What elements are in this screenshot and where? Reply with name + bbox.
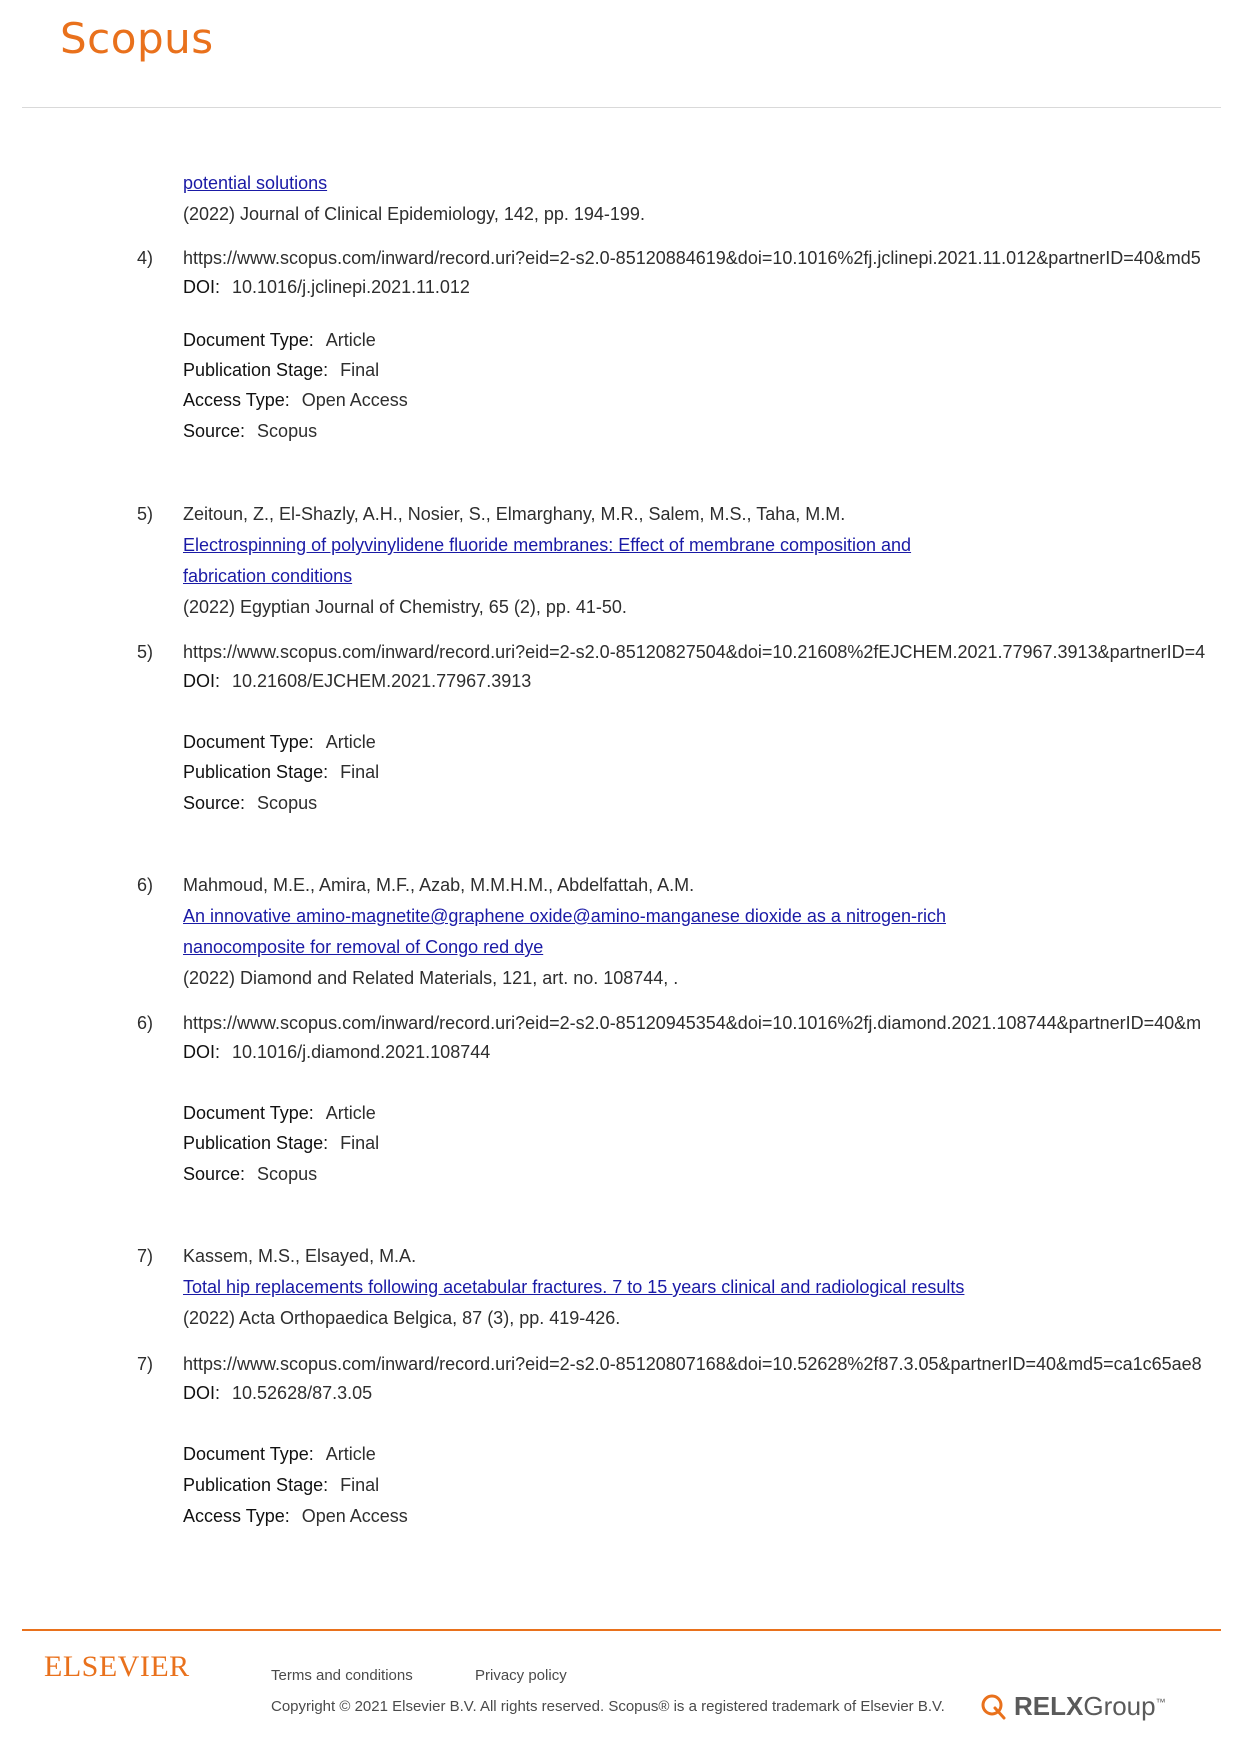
scopus-logo: Scopus — [60, 14, 214, 63]
meta-value: Article — [325, 330, 376, 350]
record-authors: Mahmoud, M.E., Amira, M.F., Azab, M.M.H.M., Abdelfattah, A.M. — [183, 875, 695, 895]
meta-label: Source: — [183, 1164, 246, 1184]
document-type — [183, 1102, 376, 1124]
relx-bold-text: RELX — [1014, 1690, 1084, 1721]
elsevier-logo: ELSEVIER — [44, 1650, 190, 1683]
meta-label: Publication Stage: — [183, 1475, 329, 1495]
access-type — [183, 389, 408, 411]
doi-label: DOI: — [183, 1383, 221, 1403]
meta-value: Scopus — [257, 421, 318, 441]
record-number: 6) — [137, 1013, 154, 1033]
relx-light-text: Group — [1083, 1690, 1156, 1721]
meta-label: Publication Stage: — [183, 360, 329, 380]
document-type — [183, 1443, 376, 1465]
document-type — [183, 731, 376, 753]
relx-mark-icon — [978, 1691, 1008, 1721]
document-type — [183, 329, 376, 351]
meta-label: Document Type: — [183, 330, 314, 350]
record-url[interactable]: https://www.scopus.com/inward/record.uri?eid=2-s2.0-85120884619&doi=10.1016%2fj.jclinepi.2021.11.012&partnerID=40&md5 — [183, 248, 1201, 268]
record-citation: (2022) Diamond and Related Materials, 121, art. no. 108744, . — [183, 968, 679, 988]
meta-value: Final — [340, 762, 380, 782]
record-number: 5) — [137, 642, 154, 662]
doi-label: DOI: — [183, 671, 221, 691]
record-url[interactable]: https://www.scopus.com/inward/record.uri?eid=2-s2.0-85120827504&doi=10.21608%2fEJCHEM.2021.77967.3913&partnerID=4 — [183, 642, 1206, 662]
meta-label: Source: — [183, 793, 246, 813]
record-title-link[interactable]: An innovative amino-magnetite@graphene oxide@amino-manganese dioxide as a nitrogen-rich — [183, 906, 946, 926]
meta-value: Final — [340, 1475, 380, 1495]
meta-label: Access Type: — [183, 1506, 290, 1526]
record-citation: (2022) Journal of Clinical Epidemiology, 142, pp. 194-199. — [183, 204, 645, 224]
record-title-continued[interactable] — [183, 565, 352, 587]
meta-value: Final — [340, 360, 380, 380]
record-authors: Kassem, M.S., Elsayed, M.A. — [183, 1246, 417, 1266]
record-title[interactable] — [183, 534, 911, 556]
record-url[interactable]: https://www.scopus.com/inward/record.uri?eid=2-s2.0-85120807168&doi=10.52628%2f87.3.05&partnerID=40&md5=ca1c65ae8 — [183, 1354, 1202, 1374]
record-title-link[interactable]: nanocomposite for removal of Congo red dye — [183, 937, 544, 957]
meta-label: Access Type: — [183, 390, 290, 410]
record-title-link[interactable]: fabrication conditions — [183, 566, 353, 586]
meta-value: Open Access — [301, 390, 408, 410]
meta-label: Source: — [183, 421, 246, 441]
record-authors: Zeitoun, Z., El-Shazly, A.H., Nosier, S., Elmarghany, M.R., Salem, M.S., Taha, M.M. — [183, 504, 846, 524]
source — [183, 792, 317, 814]
record-title[interactable] — [183, 905, 946, 927]
access-type — [183, 1505, 408, 1527]
meta-label: Publication Stage: — [183, 762, 329, 782]
meta-value: Article — [325, 732, 376, 752]
record-number: 5) — [137, 504, 154, 524]
meta-value: Scopus — [257, 793, 318, 813]
doi-label: DOI: — [183, 277, 221, 297]
relx-trademark: ™ — [1155, 1696, 1166, 1708]
record-doi — [183, 276, 470, 298]
terms-link[interactable]: Terms and conditions — [271, 1667, 413, 1684]
record-doi — [183, 670, 531, 692]
record-number: 4) — [137, 248, 154, 268]
record-title[interactable] — [183, 172, 327, 194]
record-url[interactable]: https://www.scopus.com/inward/record.uri?eid=2-s2.0-85120945354&doi=10.1016%2fj.diamond.2021.108744&partnerID=40&m — [183, 1013, 1202, 1033]
publication-stage — [183, 1474, 379, 1496]
privacy-link[interactable]: Privacy policy — [475, 1667, 567, 1684]
doi-value: 10.1016/j.diamond.2021.108744 — [232, 1042, 491, 1062]
relx-wordmark — [1014, 1691, 1166, 1722]
doi-value: 10.21608/EJCHEM.2021.77967.3913 — [232, 671, 532, 691]
record-citation: (2022) Egyptian Journal of Chemistry, 65 (2), pp. 41-50. — [183, 597, 627, 617]
record-title-link[interactable]: Electrospinning of polyvinylidene fluoride membranes: Effect of membrane composition and — [183, 535, 912, 555]
publication-stage — [183, 359, 379, 381]
meta-value: Article — [325, 1103, 376, 1123]
meta-label: Document Type: — [183, 1444, 314, 1464]
meta-value: Final — [340, 1133, 380, 1153]
doi-value: 10.52628/87.3.05 — [232, 1383, 373, 1403]
meta-value: Scopus — [257, 1164, 318, 1184]
record-doi — [183, 1382, 372, 1404]
record-title-link[interactable]: potential solutions — [183, 173, 328, 193]
record-citation: (2022) Acta Orthopaedica Belgica, 87 (3), pp. 419-426. — [183, 1308, 621, 1328]
footer-divider — [22, 1629, 1221, 1631]
record-doi — [183, 1041, 490, 1063]
source — [183, 1163, 317, 1185]
source — [183, 420, 317, 442]
meta-label: Publication Stage: — [183, 1133, 329, 1153]
meta-label: Document Type: — [183, 1103, 314, 1123]
record-number: 6) — [137, 875, 154, 895]
record-number: 7) — [137, 1246, 154, 1266]
publication-stage — [183, 1132, 379, 1154]
record-title-link[interactable]: Total hip replacements following acetabular fractures. 7 to 15 years clinical and radiological results — [183, 1277, 965, 1297]
doi-label: DOI: — [183, 1042, 221, 1062]
record-title[interactable] — [183, 1276, 964, 1298]
record-number: 7) — [137, 1354, 154, 1374]
doi-value: 10.1016/j.jclinepi.2021.11.012 — [232, 277, 470, 297]
record-title-continued[interactable] — [183, 936, 543, 958]
meta-value: Open Access — [301, 1506, 408, 1526]
meta-value: Article — [325, 1444, 376, 1464]
meta-label: Document Type: — [183, 732, 314, 752]
publication-stage — [183, 761, 379, 783]
copyright-text: Copyright © 2021 Elsevier B.V. All rights reserved. Scopus® is a registered trademark of Elsevier B.V. — [271, 1698, 945, 1715]
relx-group-logo — [978, 1690, 1166, 1722]
